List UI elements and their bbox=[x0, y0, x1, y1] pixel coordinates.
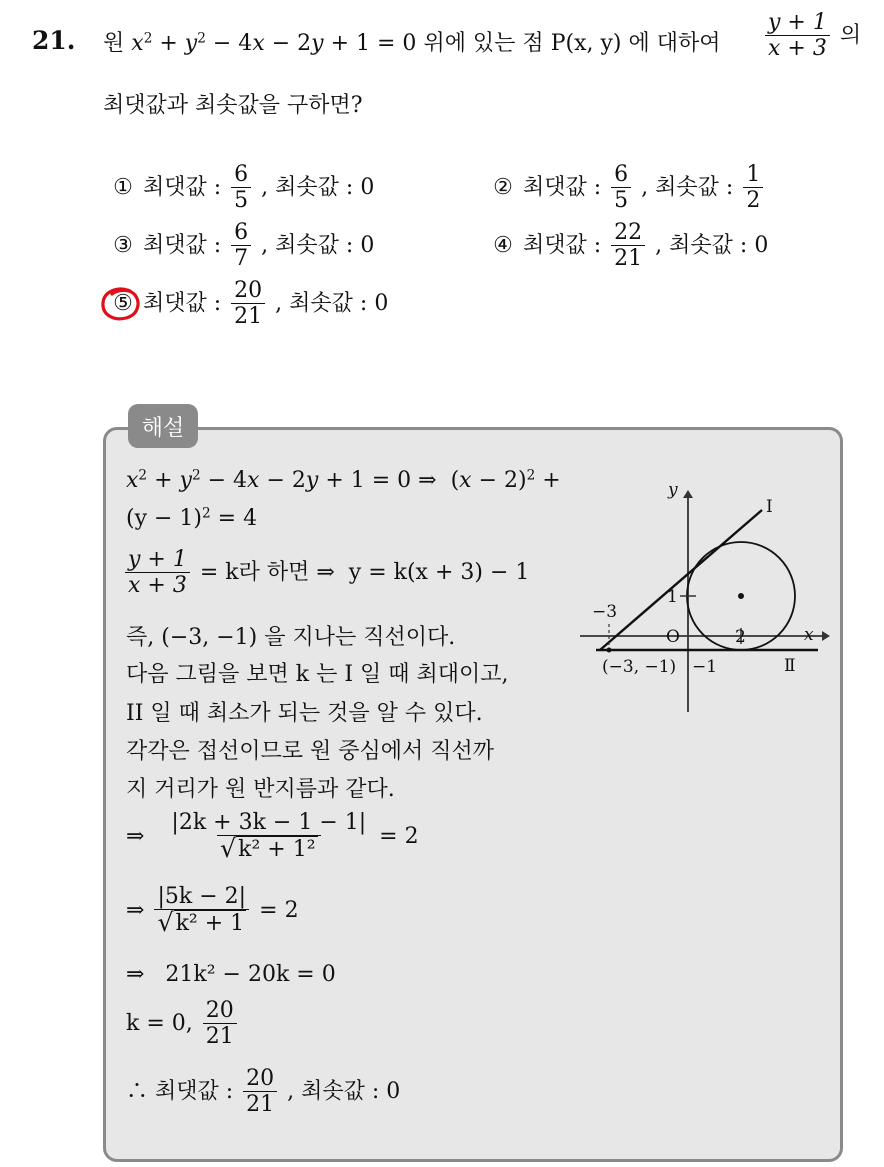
choice-1-max-label: 최댓값 : bbox=[143, 174, 222, 200]
fraction-numerator: y + 1 bbox=[768, 10, 827, 35]
choice-4-min-value: 0 bbox=[754, 232, 769, 258]
final-max-den: 21 bbox=[243, 1091, 277, 1117]
distance-1-den: k² + 1² bbox=[238, 837, 316, 863]
choice-5-mark: ⑤ bbox=[113, 290, 133, 316]
answer-circle-mark bbox=[100, 285, 144, 323]
choice-1-max-den: 5 bbox=[231, 187, 251, 213]
distance-1-num: |2k + 3k − 1 − 1| bbox=[171, 810, 367, 835]
point-label: P(x, y) bbox=[550, 31, 622, 56]
choice-3-mark: ③ bbox=[113, 232, 133, 258]
solution-line-2-end: = 4 bbox=[210, 506, 258, 531]
final-max-label: ∴ 최댓값 : bbox=[126, 1078, 234, 1104]
question-text-d: 의 bbox=[839, 22, 862, 48]
arrow-1: ⇒ bbox=[418, 468, 437, 493]
y-axis-arrow-icon bbox=[683, 490, 693, 498]
solution-frac-den: x + 3 bbox=[125, 572, 190, 598]
circle-equation: $x^2 + y^2 - 4x - 2y + 1 = 0$ bbox=[131, 30, 417, 56]
choice-1-mark: ① bbox=[113, 174, 133, 200]
question-line-1 bbox=[103, 26, 721, 57]
choice-2-mark: ② bbox=[493, 174, 513, 200]
line-II-label: Ⅱ bbox=[784, 656, 796, 676]
choice-1-max-num: 6 bbox=[234, 162, 249, 187]
solution-frac-num: y + 1 bbox=[128, 547, 187, 572]
distance-2-num: |5k − 2| bbox=[157, 884, 247, 909]
solution-tag: 해설 bbox=[128, 404, 198, 448]
choice-3-min-label: , 최솟값 : bbox=[261, 232, 354, 258]
choice-2[interactable] bbox=[490, 162, 766, 214]
choice-3[interactable] bbox=[110, 220, 374, 272]
point-label-neg3-neg1: (−3, −1) bbox=[602, 657, 677, 677]
k-den: 21 bbox=[203, 1023, 237, 1049]
final-min: , 최솟값 : 0 bbox=[287, 1078, 401, 1104]
choice-5-max-den: 21 bbox=[231, 303, 265, 329]
solution-distance-2: ⇒ |5k − 2| √ k² + 1 = 2 bbox=[126, 884, 299, 938]
choice-2-max-den: 5 bbox=[611, 187, 631, 213]
choice-3-min-value: 0 bbox=[360, 232, 375, 258]
choice-2-min-label: , 최솟값 : bbox=[641, 174, 734, 200]
choice-2-min-den: 2 bbox=[743, 187, 763, 213]
question-text-c: 에 대하여 bbox=[628, 31, 721, 56]
choice-1-min-label: , 최솟값 : bbox=[261, 174, 354, 200]
solution-line-11 bbox=[126, 962, 336, 987]
choice-5[interactable] bbox=[110, 278, 388, 330]
choice-3-max-label: 최댓값 : bbox=[143, 232, 222, 258]
choice-4-max-label: 최댓값 : bbox=[523, 232, 602, 258]
x-axis-label: x bbox=[804, 625, 814, 645]
choice-2-min-num: 1 bbox=[746, 162, 761, 187]
circle-center bbox=[738, 593, 744, 599]
solution-final bbox=[126, 1066, 400, 1118]
question-text-a: 원 bbox=[103, 31, 125, 56]
quadratic-equation: 21k² − 20k = 0 bbox=[165, 962, 336, 987]
line-I-label: I bbox=[766, 497, 773, 517]
question-number: 21. bbox=[32, 26, 76, 55]
question-text-b: 위에 있는 점 bbox=[423, 31, 544, 56]
solution-line-2: $(y - 1)^2 = 4$ bbox=[126, 505, 258, 531]
solution-line-5: 다음 그림을 보면 k 는 I 일 때 최대이고, bbox=[126, 662, 509, 687]
arrow-4: ⇒ bbox=[126, 962, 145, 987]
arrow-3: ⇒ bbox=[126, 897, 145, 923]
tick-label-2: 2 bbox=[735, 627, 746, 647]
distance-1-eq: = 2 bbox=[379, 823, 419, 849]
y-axis-label: y bbox=[668, 480, 678, 500]
final-max-num: 20 bbox=[246, 1066, 275, 1091]
tick-label-1: 1 bbox=[667, 587, 678, 607]
question-fraction bbox=[762, 10, 861, 62]
tick-label-neg1: −1 bbox=[692, 657, 718, 677]
distance-2-den: k² + 1 bbox=[175, 911, 245, 937]
arrow-2: ⇒ bbox=[126, 823, 145, 849]
choice-4-mark: ④ bbox=[493, 232, 513, 258]
choice-3-max-num: 6 bbox=[234, 220, 249, 245]
choice-2-max-num: 6 bbox=[614, 162, 629, 187]
point-neg3-neg1 bbox=[607, 648, 612, 653]
solution-line-1: $x^2 + y^2 - 4x - 2y + 1 = 0$ ⇒ $(x - 2)^2$ + bbox=[126, 467, 561, 493]
x-axis-arrow-icon bbox=[822, 631, 830, 641]
solution-line-6: II 일 때 최소가 되는 것을 알 수 있다. bbox=[126, 701, 483, 726]
choice-1-min-value: 0 bbox=[360, 174, 375, 200]
distance-2-eq: = 2 bbox=[259, 897, 299, 923]
solution-line-2-text: (y − 1) bbox=[126, 506, 203, 531]
choice-4[interactable] bbox=[490, 220, 768, 272]
choice-4-max-den: 21 bbox=[611, 245, 645, 271]
solution-distance-1: ⇒ |2k + 3k − 1 − 1| √ k² + 1² = 2 bbox=[126, 810, 419, 864]
choice-4-min-label: , 최솟값 : bbox=[655, 232, 748, 258]
solution-line-8: 지 거리가 원 반지름과 같다. bbox=[126, 777, 395, 802]
solution-line-4: 즉, (−3, −1) 을 지나는 직선이다. bbox=[126, 625, 456, 650]
choice-5-max-num: 20 bbox=[234, 278, 263, 303]
solution-line-12 bbox=[126, 998, 240, 1050]
choice-5-min-label: , 최솟값 : bbox=[275, 290, 368, 316]
solution-line-7: 각각은 접선이므로 원 중심에서 직선까 bbox=[126, 739, 495, 764]
choice-5-max-label: 최댓값 : bbox=[143, 290, 222, 316]
solution-line-3-end: y = k(x + 3) − 1 bbox=[348, 559, 530, 585]
choice-4-max-num: 22 bbox=[614, 220, 643, 245]
tangent-graph bbox=[575, 470, 835, 720]
solution-line-3-mid: = k라 하면 ⇒ bbox=[199, 559, 335, 585]
k-num: 20 bbox=[205, 998, 234, 1023]
choice-1[interactable] bbox=[110, 162, 374, 214]
k-values: k = 0, bbox=[126, 1010, 193, 1036]
fraction-denominator: x + 3 bbox=[765, 35, 830, 61]
tick-label-neg3: −3 bbox=[592, 602, 618, 622]
origin-label: O bbox=[666, 627, 680, 647]
question-line-2: 최댓값과 최솟값을 구하면? bbox=[103, 93, 363, 118]
choice-3-max-den: 7 bbox=[231, 245, 251, 271]
solution-line-3 bbox=[122, 547, 529, 599]
choice-2-max-label: 최댓값 : bbox=[523, 174, 602, 200]
choice-5-min-value: 0 bbox=[374, 290, 389, 316]
